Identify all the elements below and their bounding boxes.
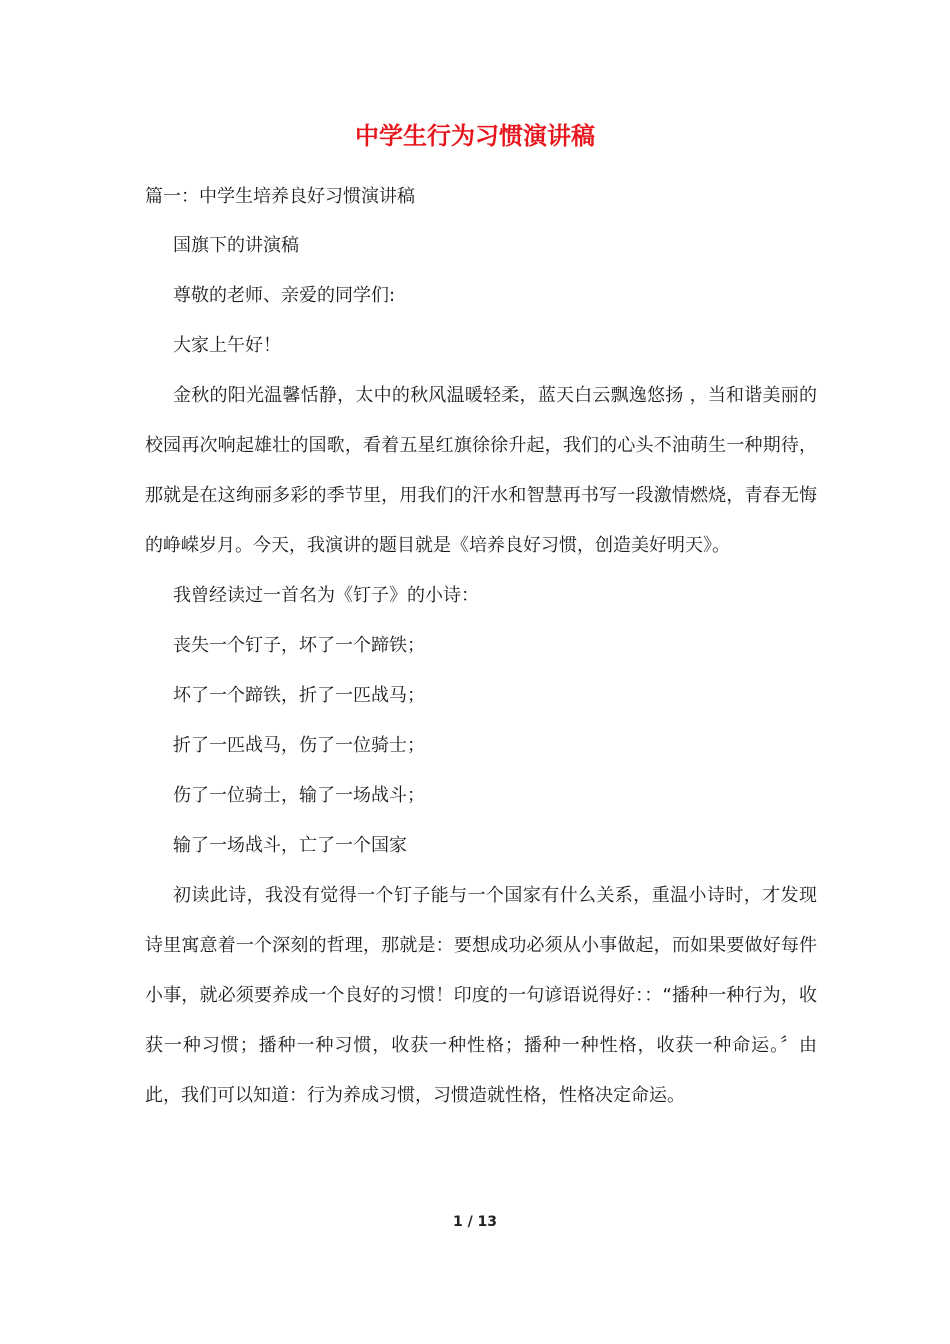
- document-title: 中学生行为习惯演讲稿: [355, 122, 595, 150]
- poem-line-5: 输了一场战斗，亡了一个国家: [173, 835, 407, 856]
- paragraph-reflection: 初读此诗，我没有觉得一个钉子能与一个国家有什么关系，重温小诗时，才发现诗里寓意着一个深刻的哲理，那就是：要想成功必须从小事做起，而如果要做好每件小事，就必须要养成一个良好的习惯！印度的一句谚语说得好：：“播种一种行为，收获一种习惯；播种一种习惯，收获一种性格；播种一种性格，收获一种命运。〞由此，我们可以知道：行为养成习惯，习惯造就性格，性格决定命运。: [145, 885, 817, 1106]
- paragraph-poem-intro: 我曾经读过一首名为《钉子》的小诗：: [173, 585, 479, 606]
- poem-line-3: 折了一匹战马，伤了一位骑士；: [173, 735, 425, 756]
- poem-line-2: 坏了一个蹄铁，折了一匹战马；: [173, 685, 425, 706]
- document-body: [145, 231, 817, 1131]
- poem-line-4: 伤了一位骑士，输了一场战斗；: [173, 785, 425, 806]
- paragraph-speech-type: 国旗下的讲演稿: [173, 235, 299, 256]
- paragraph-salutation: 尊敬的老师、亲爱的同学们:: [173, 285, 396, 306]
- section-heading: 篇一：中学生培养良好习惯演讲稿: [145, 186, 415, 207]
- paragraph-greeting: 大家上午好！: [173, 335, 281, 356]
- poem-line-1: 丧失一个钉子，坏了一个蹄铁；: [173, 635, 425, 656]
- page-indicator: 1 / 13: [452, 1214, 498, 1230]
- paragraph-opening: 金秋的阳光温馨恬静，太中的秋风温暖轻柔，蓝天白云飘逸悠扬 ，当和谐美丽的校园再次响起雄壮的国歌，看着五星红旗徐徐升起，我们的心头不油萌生一种期待，那就是在这绚丽多彩的季节里，用我们的汗水和智慧再书写一段激情燃烧，青春无悔的峥嵘岁月。今天，我演讲的题目就是《培养良好习惯，创造美好明天》。: [145, 385, 817, 556]
